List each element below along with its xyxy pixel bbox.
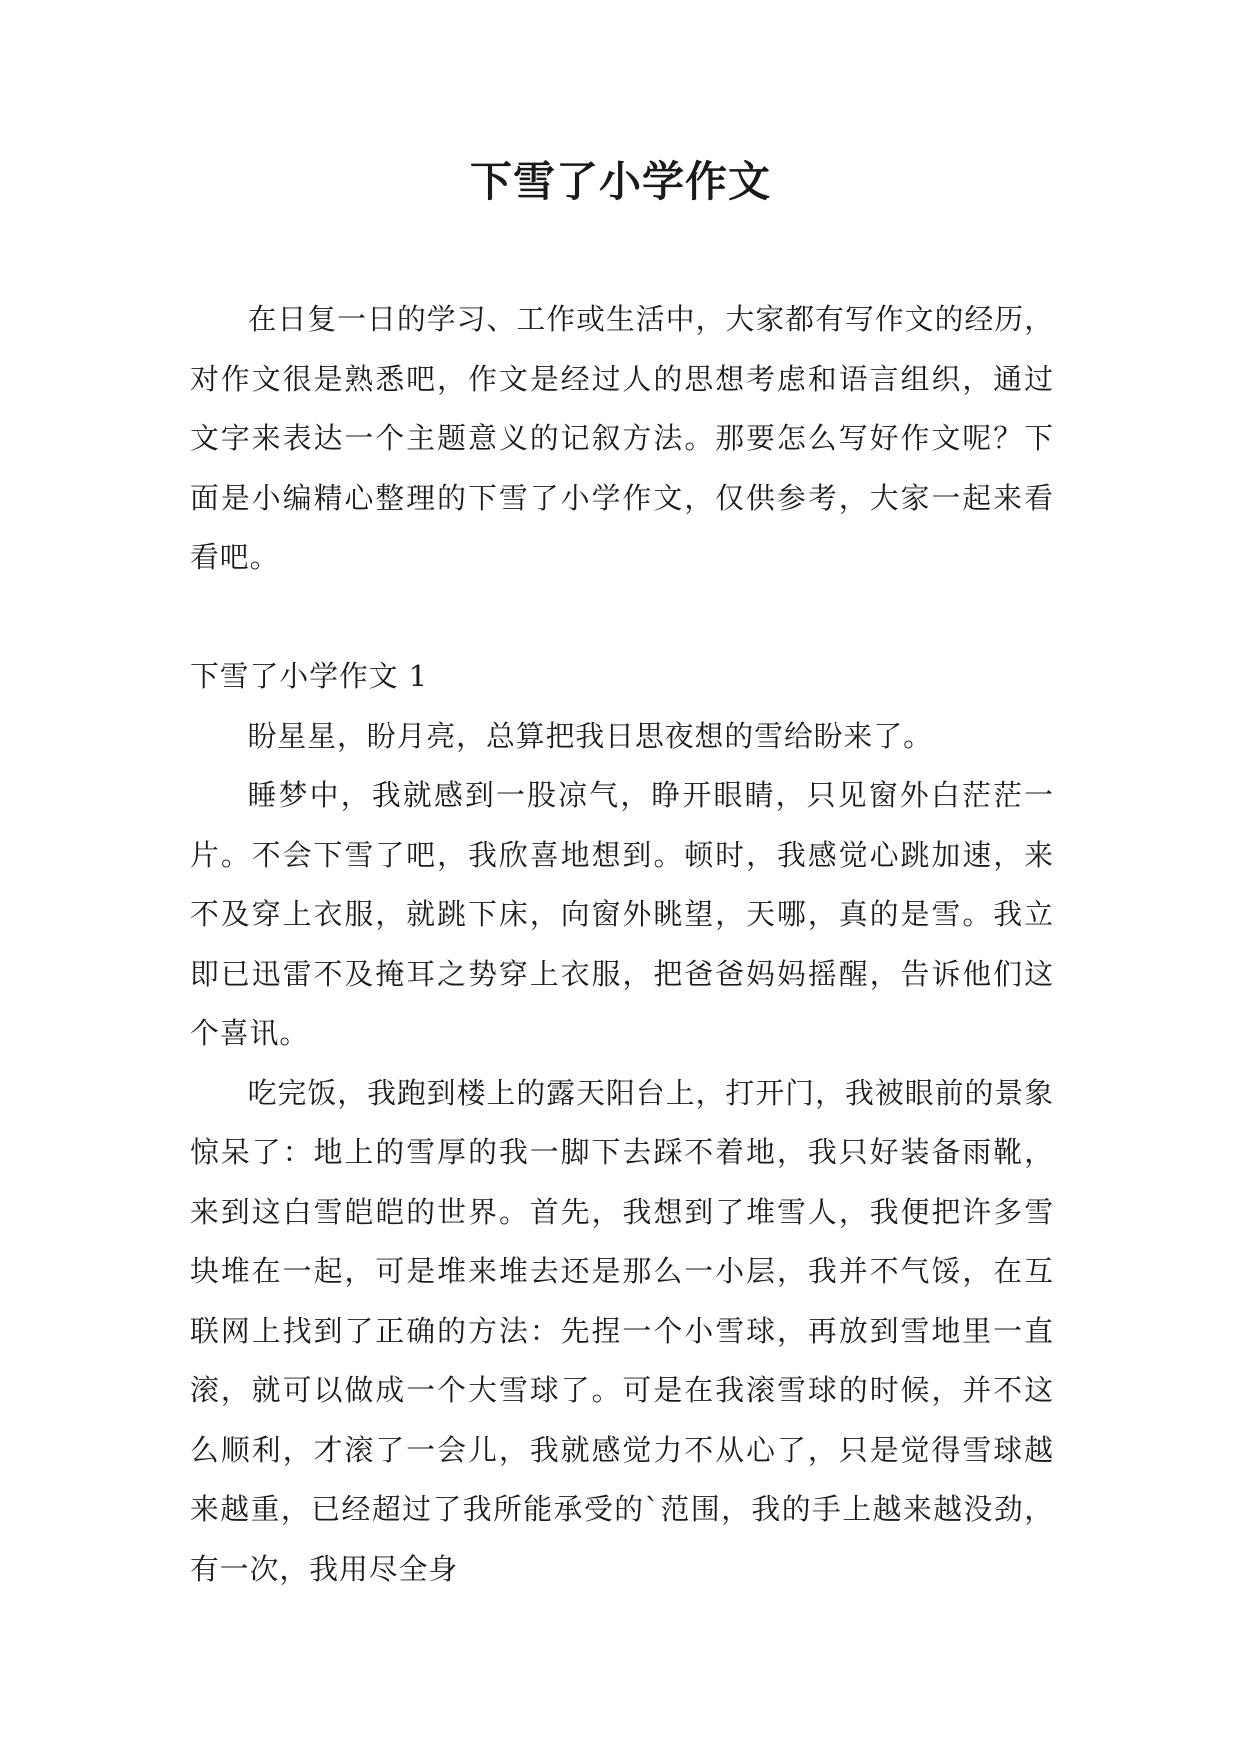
body-paragraph: 吃完饭，我跑到楼上的露天阳台上，打开门，我被眼前的景象惊呆了：地上的雪厚的我一脚下去踩不着地，我只好装备雨靴，来到这白雪皑皑的世界。首先，我想到了堆雪人，我便把许多雪块堆在一起，可是堆来堆去还是那么一小层，我并不气馁，在互联网上找到了正确的方法：先捏一个小雪球，再放到雪地里一直滚，就可以做成一个大雪球了。可是在我滚雪球的时候，并不这么顺利，才滚了一会儿，我就感觉力不从心了，只是觉得雪球越来越重，已经超过了我所能承受的`范围，我的手上越来越没劲，有一次，我用尽全身 [190,1075,1054,1586]
body-paragraph: 盼星星，盼月亮，总算把我日思夜想的雪给盼来了。 [247,718,933,753]
intro-paragraph: 在日复一日的学习、工作或生活中，大家都有写作文的经历，对作文很是熟悉吧，作文是经过人的思想考虑和语言组织，通过文字来表达一个主题意义的记叙方法。那要怎么写好作文呢？下面是小编精心整理的下雪了小学作文，仅供参考，大家一起来看看吧。 [190,302,1054,574]
section-heading: 下雪了小学作文 1 [190,659,429,693]
body-paragraph: 睡梦中，我就感到一股凉气，睁开眼睛，只见窗外白茫茫一片。不会下雪了吧，我欣喜地想到。顿时，我感觉心跳加速，来不及穿上衣服，就跳下床，向窗外眺望，天哪，真的是雪。我立即已迅雷不及掩耳之势穿上衣服，把爸爸妈妈摇醒，告诉他们这个喜讯。 [190,778,1054,1050]
document-body [190,290,1054,1599]
page-title: 下雪了小学作文 [469,157,771,206]
